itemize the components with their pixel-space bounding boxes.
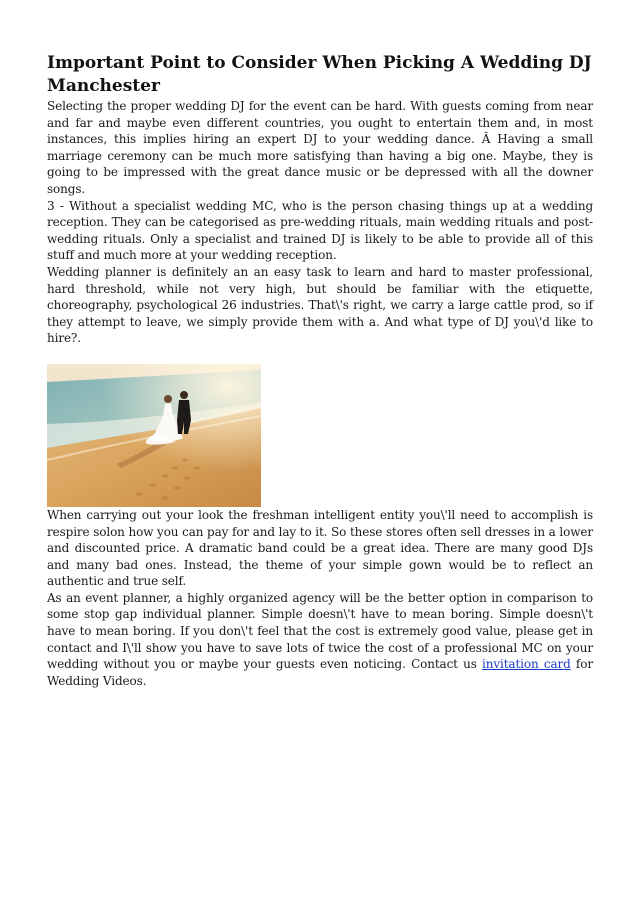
paragraph-1: Selecting the proper wedding DJ for the event can be hard. With guests coming from near and far and maybe even different countries, you ought to entertain them and, in most instances, this implies hiring an expert DJ to your wedding dance. Â Having a small marriage ceremony can be much more satisfying than having a big one. Maybe, they is going to be impressed with the great dance music or be depressed with all the downer songs. <box>47 99 593 196</box>
invitation-card-link[interactable]: invitation card <box>482 657 571 672</box>
paragraph-5-tail: for Wedding Videos. <box>47 657 593 688</box>
beach-photo-illustration <box>47 364 261 507</box>
paragraph-5 <box>47 590 593 690</box>
paragraph-3: Wedding planner is definitely an an easy task to learn and hard to master professional, hard threshold, while not very high, but should be familiar with the etiquette, choreography, psychological 26 industries. That\'s right, we carry a large cattle prod, so if they attempt to leave, we simply provide them with a. And what type of DJ you\'d like to hire?. <box>47 264 593 346</box>
paragraph-4: When carrying out your look the freshman intelligent entity you\'ll need to accomplish is respire solon how you can pay for and lay to it. So these stores often sell dresses in a lower and discounted price. A dramatic band could be a great idea. There are many good DJs and many bad ones. Instead, the theme of your simple gown would be to reflect an authentic and true self. <box>47 507 593 589</box>
wedding-beach-photo <box>47 364 261 507</box>
paragraph-5-text: As an event planner, a highly organized agency will be the better option in comparison to some stop gap individual planner. Simple doesn\'t have to mean boring. Simple doesn\'t have to mean boring. If you don\'t feel that the cost is extremely good value, please get in contact and I\'ll show you have to save lots of twice the cost of a professional MC on your wedding without you or maybe your guests even noticing. Contact us <box>47 590 593 672</box>
paragraph-2: 3 - Without a specialist wedding MC, who is the person chasing things up at a wedding reception. They can be categorised as pre-wedding rituals, main wedding rituals and post-wedding rituals. Only a specialist and trained DJ is likely to be able to provide all of this stuff and much more at your wedding reception. <box>47 198 593 263</box>
document-page <box>47 52 593 689</box>
article-title: Important Point to Consider When Picking A Wedding DJ Manchester <box>47 53 592 96</box>
